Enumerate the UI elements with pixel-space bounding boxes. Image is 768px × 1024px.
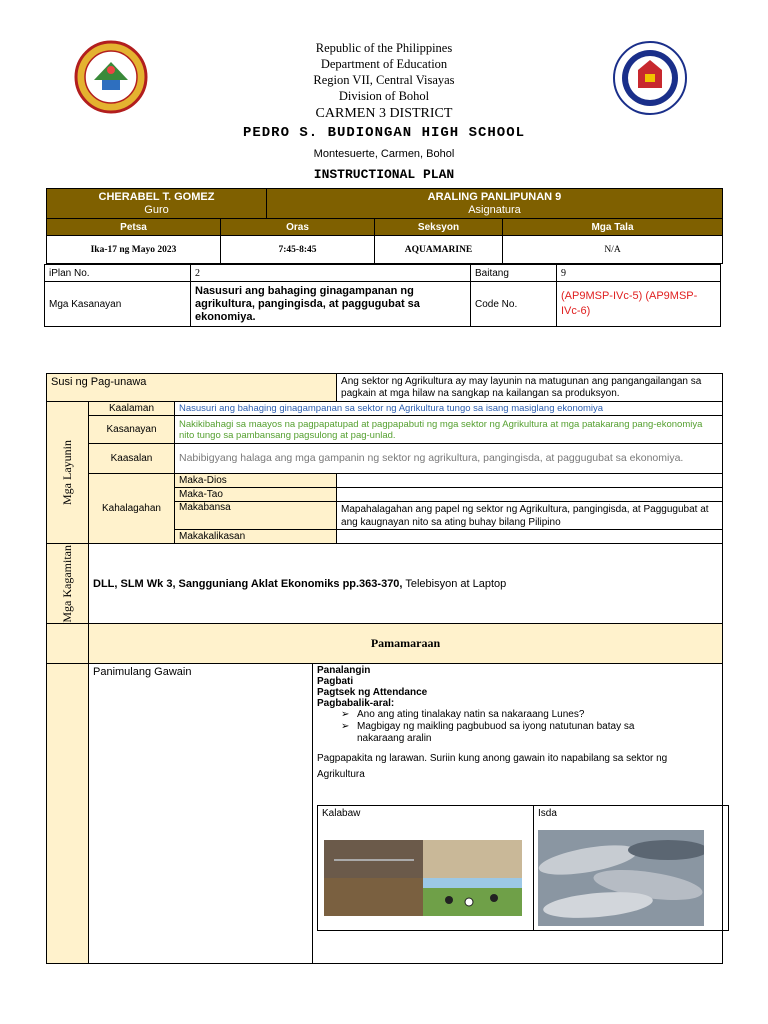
maka-dios-value (337, 474, 723, 488)
info-table (46, 188, 723, 219)
kaalaman-label: Kaalaman (89, 402, 175, 416)
code-label: Code No. (471, 282, 557, 327)
panalangin: Panalangin (317, 665, 371, 676)
kagamitan-text-bold: DLL, SLM Wk 3, Sangguniang Aklat Ekonomiks pp.363-370, (93, 577, 403, 590)
image-label-kalabaw: Kalabaw (322, 808, 361, 819)
kaalaman-text: Nasusuri ang bahaging ginagampanan sa sektor ng Agrikultura tungo sa isang masiglang ekonomiya (175, 402, 723, 416)
subject-label: Asignatura (468, 203, 521, 216)
pagbati: Pagbati (317, 676, 354, 687)
makakalikasan-value (337, 530, 723, 544)
iplan-value: 2 (191, 265, 471, 282)
document-title: INSTRUCTIONAL PLAN (313, 167, 455, 182)
kaasalan-label: Kaasalan (89, 444, 175, 474)
farm-photo (324, 840, 522, 916)
kasanayan-text: Nakikibahagi sa maayos na pagpapatupad at pagpapabuti ng mga sektor ng Agrikultura at mga patakarang pang-ekonomiya nito tungo sa pambansang pagsulong at pag-unlad. (175, 416, 723, 444)
pamamaraan-heading: Pamamaraan (89, 624, 723, 664)
header-division: Division of Bohol (338, 89, 430, 103)
col-petsa: Petsa (47, 219, 221, 236)
baitang-label: Baitang (471, 265, 557, 282)
main-table (46, 373, 723, 964)
header-address: Montesuerte, Carmen, Bohol (313, 148, 455, 160)
pagpapakita-text: Pagpapakita ng larawan. Suriin kung anong gawain ito napabilang sa sektor ng Agrikultura (317, 753, 668, 780)
image-grid (317, 805, 729, 931)
image-cell-isda (534, 806, 728, 930)
arrow-bullet-icon: ➢ (341, 721, 350, 732)
makakalikasan-label: Makakalikasan (175, 530, 337, 544)
pamamaraan-side (47, 624, 89, 664)
col-oras: Oras (221, 219, 375, 236)
maka-dios-label: Maka-Dios (175, 474, 337, 488)
maka-tao-label: Maka-Tao (175, 488, 337, 502)
header-republic: Republic of the Philippines (315, 41, 453, 55)
susi-label: Susi ng Pag-unawa (47, 374, 337, 402)
subject-name: ARALING PANLIPUNAN 9 (427, 190, 562, 203)
value-seksyon: AQUAMARINE (375, 236, 503, 264)
code-value: (AP9MSP-IVc-5) (AP9MSP-IVc-6) (557, 282, 721, 327)
kagamitan-text-plain: Telebisyon at Laptop (405, 577, 507, 590)
school-logo (74, 40, 148, 114)
kasanayan-value: Nasusuri ang bahaging ginagampanan ng agrikultura, pangingisda, at paggugubat sa ekonomiya. (191, 282, 471, 327)
value-mga-tala: N/A (503, 236, 723, 264)
image-cell-kalabaw (318, 806, 534, 930)
header-region: Region VII, Central Visayas (313, 73, 455, 87)
header-school: PEDRO S. BUDIONGAN HIGH SCHOOL (242, 125, 526, 141)
schedule-table (46, 218, 723, 264)
plan-table (44, 264, 721, 327)
value-oras: 7:45-8:45 (221, 236, 375, 264)
fish-photo (538, 830, 704, 926)
balik-aral: Pagbabalik-aral: (317, 698, 395, 709)
panimulang-label: Panimulang Gawain (89, 664, 313, 964)
header-department: Department of Education (320, 57, 448, 71)
makabansa-label: Makabansa (175, 502, 337, 530)
kasanayan-row-label: Kasanayan (89, 416, 175, 444)
makabansa-text: Mapahalagahan ang papel ng sektor ng Agrikultura, pangingisda, at Paggugubat at ang kaugnayan nito sa ating buhay bilang Pilipino (337, 502, 723, 530)
value-petsa: Ika-17 ng Mayo 2023 (47, 236, 221, 264)
kasanayan-label: Mga Kasanayan (45, 282, 191, 327)
maka-tao-value (337, 488, 723, 502)
procedure-side (47, 664, 89, 964)
deped-seal (612, 40, 688, 116)
kagamitan-label: Mga Kagamitan (60, 544, 74, 623)
iplan-label: iPlan No. (45, 265, 191, 282)
layunin-label: Mga Layunin (60, 440, 74, 505)
arrow-bullet-icon: ➢ (341, 709, 350, 720)
col-mga-tala: Mga Tala (503, 219, 723, 236)
attendance: Pagtsek ng Attendance (317, 687, 428, 698)
teacher-role: Guro (144, 203, 169, 216)
teacher-name: CHERABEL T. GOMEZ (98, 190, 215, 203)
susi-text: Ang sektor ng Agrikultura ay may layunin na matugunan ang pangangailangan sa pagkain at mga hilaw na sangkap na kailangan sa produksyon. (337, 374, 723, 402)
image-label-isda: Isda (538, 808, 557, 819)
col-seksyon: Seksyon (375, 219, 503, 236)
header-district: CARMEN 3 DISTRICT (315, 106, 453, 121)
bullet-item-1: ➢ Ano ang ating tinalakay natin sa nakaraang Lunes? (341, 709, 585, 720)
kahalagahan-label: Kahalagahan (89, 474, 175, 544)
bullet-item-2: ➢ Magbigay ng maikling pagbubuod sa iyong natutunan batay sa nakaraang aralin (341, 721, 635, 744)
kaasalan-text: Nabibigyang halaga ang mga gampanin ng sektor ng agrikultura, pangingisda, at paggugubat sa ekonomiya. (175, 444, 723, 474)
baitang-value: 9 (557, 265, 721, 282)
